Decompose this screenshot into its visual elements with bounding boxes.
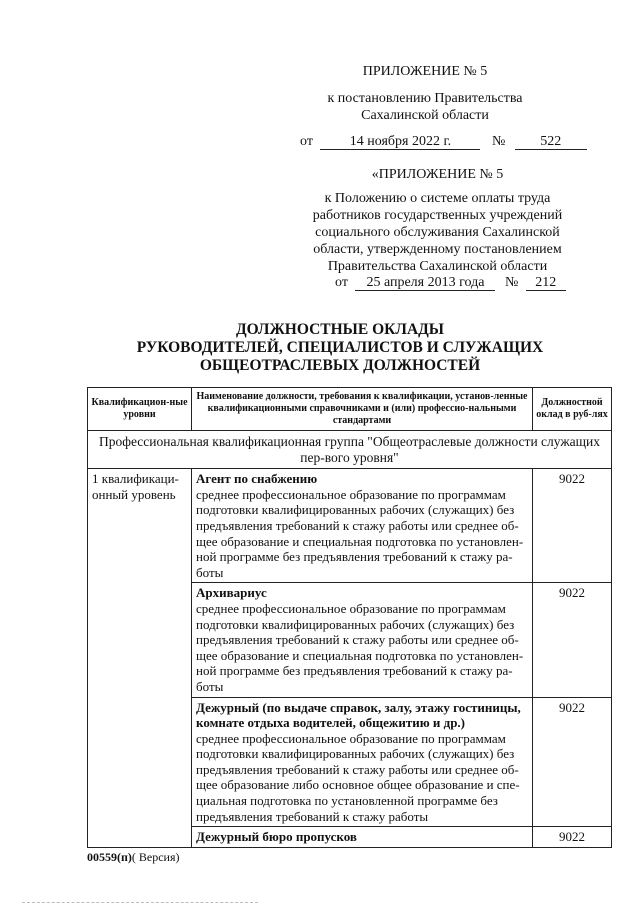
professional-group-title: Профессиональная квалификационная группа "Общеотраслевые должности служащих пер-вого уровня"	[88, 431, 612, 469]
header-salary: Должностной оклад в руб-лях	[533, 388, 612, 431]
annex-quoted-date: 25 апреля 2013 года	[355, 275, 495, 291]
position-cell	[192, 469, 533, 583]
position-cell	[192, 583, 533, 697]
position-name: Дежурный (по выдаче справок, залу, этажу гостиницы, комнате отдыха водителей, общежитию и др.)	[196, 699, 521, 731]
annex-from-label: от	[300, 134, 313, 149]
footer-code: 00559(п)	[87, 850, 132, 864]
position-cell	[192, 697, 533, 827]
title-line-3: ОБЩЕОТРАСЛЕВЫХ ДОЛЖНОСТЕЙ	[199, 357, 481, 374]
annex-quoted-title: «ПРИЛОЖЕНИЕ № 5	[371, 167, 504, 182]
position-requirements: среднее профессиональное образование по программам подготовки квалифицированных рабочих (служащих) без предъявления требований к стажу работы или среднее об-щее образование и специальная подготовка по установлен-ной программе без предъявления требований к стажу ра-боты	[196, 600, 524, 694]
professional-group-row	[88, 431, 612, 469]
header-position-requirements: Наименование должности, требования к квалификации, установ-ленные квалификационными справочниками и (или) профессио-нальными стандартами	[192, 388, 533, 431]
salary-value: 9022	[533, 697, 612, 827]
salary-value: 9022	[533, 469, 612, 583]
position-requirements: среднее профессиональное образование по программам подготовки квалифицированных рабочих (служащих) без предъявления требований к стажу работы или среднее об-щее образование либо основное общее образование и спе-циальная подготовка по установленной программе без предъявления требований к стажу работы	[196, 730, 520, 824]
document-footer-code	[87, 850, 180, 865]
annex-date-number-line	[300, 133, 600, 150]
annex-resolution-line: к постановлению Правительства	[327, 91, 523, 106]
salary-value: 9022	[533, 827, 612, 848]
annex-number: 522	[515, 134, 587, 150]
position-name: Архивариус	[196, 585, 267, 601]
salary-table	[87, 387, 612, 848]
annex-number-label: №	[491, 134, 506, 149]
annex-title: ПРИЛОЖЕНИЕ № 5	[362, 64, 488, 79]
position-name: Агент по снабжению	[196, 471, 318, 487]
annex-date: 14 ноября 2022 г.	[320, 134, 480, 150]
annex-region-line: Сахалинской области	[361, 108, 489, 123]
title-line-1: ДОЛЖНОСТНЫЕ ОКЛАДЫ	[235, 321, 445, 338]
position-cell	[192, 827, 533, 848]
salary-value: 9022	[533, 583, 612, 697]
annex-quoted-number-label: №	[504, 275, 519, 290]
document-title	[80, 321, 600, 375]
title-line-2: РУКОВОДИТЕЛЕЙ, СПЕЦИАЛИСТОВ И СЛУЖАЩИХ	[136, 339, 544, 356]
qualification-level: 1 квалификаци-онный уровень	[88, 469, 192, 848]
table-header-row	[88, 388, 612, 431]
annex-quoted-number: 212	[526, 275, 566, 291]
header-qualification-levels: Квалификацион-ные уровни	[88, 388, 192, 431]
annex-quoted-body: к Положению о системе оплаты труда работников государственных учреждений социального обслуживания Сахалинской области, утвержденному постановлением Правительства Сахалинской области	[312, 191, 563, 274]
annex-quoted-from-label: от	[335, 275, 348, 290]
position-requirements: среднее профессиональное образование по программам подготовки квалифицированных рабочих (служащих) без предъявления требований к стажу работы или среднее об-щее образование и специальная подготовка по установлен-ной программе без предъявления требований к стажу ра-боты	[196, 486, 524, 580]
annex-quoted-date-number-line	[300, 274, 590, 291]
footer-version: ( Версия)	[131, 850, 180, 864]
table-row	[88, 469, 612, 583]
bottom-divider	[22, 902, 258, 903]
position-name: Дежурный бюро пропусков	[196, 829, 357, 845]
annex-header	[300, 63, 550, 124]
